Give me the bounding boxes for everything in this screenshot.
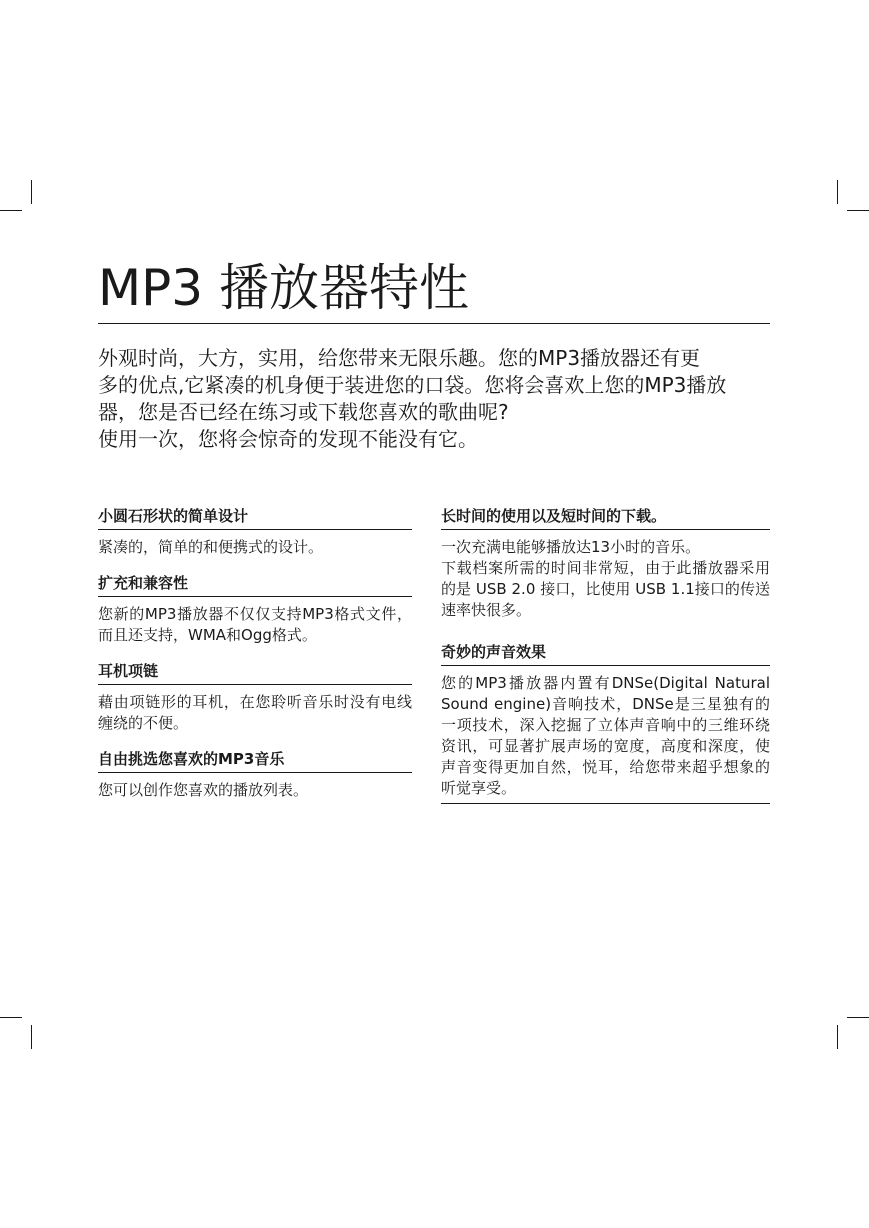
crop-mark [0,1017,22,1018]
feature-section [98,505,412,558]
section-text: 您可以创作您喜欢的播放列表。 [98,781,309,799]
intro-line: 使用一次，您将会惊奇的发现不能没有它。 [98,427,478,451]
left-column [98,505,412,815]
section-heading: 奇妙的声音效果 [441,641,770,666]
crop-mark [31,180,32,204]
crop-mark [837,1025,838,1049]
crop-mark [847,1017,869,1018]
section-text: 藉由项链形的耳机，在您聆听音乐时没有电线缠绕的不便。 [98,693,412,732]
feature-section [98,660,412,734]
section-text: 一次充满电能够播放达13小时的音乐。 [441,538,701,556]
crop-mark [847,210,869,211]
intro-line: 多的优点,它紧凑的机身便于装进您的口袋。您将会喜欢上您的MP3播放 [98,373,727,397]
section-body [98,597,412,646]
section-heading: 扩充和兼容性 [98,572,412,597]
feature-section [98,572,412,646]
crop-mark [0,210,22,211]
crop-mark [837,180,838,204]
feature-section [441,641,770,804]
intro-line: 器，您是否已经在练习或下载您喜欢的歌曲呢? [98,400,509,424]
title-divider [98,323,770,324]
intro-line: 外观时尚，大方，实用，给您带来无限乐趣。您的MP3播放器还有更 [98,346,701,370]
section-body [441,666,770,799]
section-body [441,530,770,621]
section-text: 下载档案所需的时间非常短，由于此播放器采用的是 USB 2.0 接口，比使用 USB 1.1接口的传送速率快很多。 [441,559,770,619]
section-body [98,773,412,801]
intro-paragraph [98,345,770,453]
section-text: 紧凑的，简单的和便携式的设计。 [98,538,324,556]
section-body [98,685,412,734]
section-end-divider [441,803,770,804]
section-heading: 长时间的使用以及短时间的下载。 [441,505,770,530]
right-column [441,505,770,824]
section-body [98,530,412,558]
section-text: 您新的MP3播放器不仅仅支持MP3格式文件，而且还支持，WMA和Ogg格式。 [98,605,412,644]
section-heading: 耳机项链 [98,660,412,685]
section-heading: 自由挑选您喜欢的MP3音乐 [98,748,412,773]
section-heading: 小圆石形状的简单设计 [98,505,412,530]
feature-section [98,748,412,801]
feature-section [441,505,770,621]
section-text: 您的MP3播放器内置有DNSe(Digital Natural Sound engine)音响技术，DNSe是三星独有的一项技术，深入挖掘了立体声音响中的三维环绕资讯，可显著扩展声场的宽度，高度和深度，使声音变得更加自然，悦耳，给您带来超乎想象的听觉享受。 [441,674,770,797]
crop-mark [31,1025,32,1049]
page-title: MP3 播放器特性 [98,259,469,317]
